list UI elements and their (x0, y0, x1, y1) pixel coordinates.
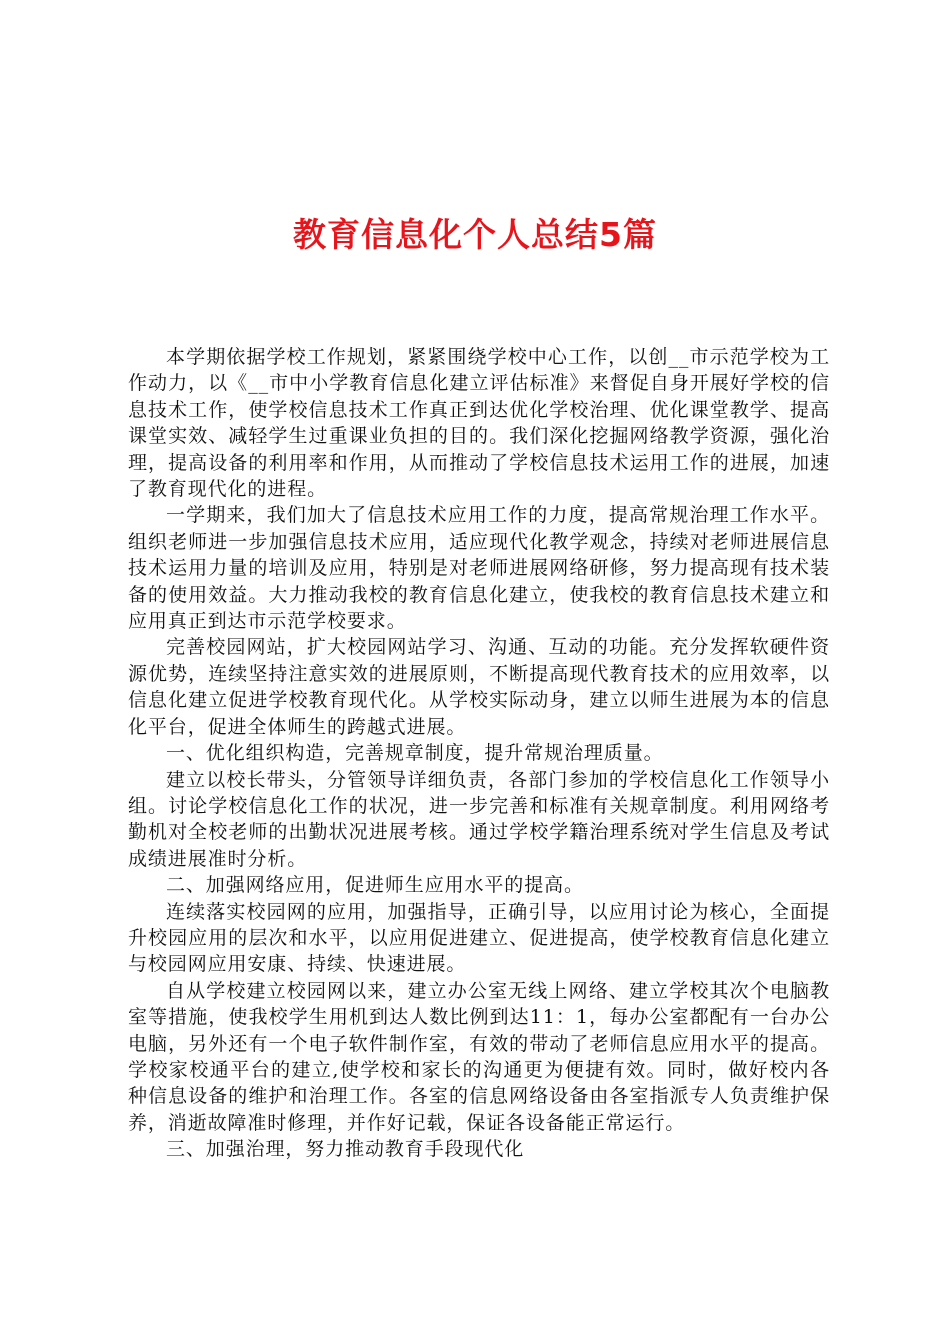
paragraph-network-use: 连续落实校园网的应用，加强指导，正确引导，以应用讨论为核心，全面提升校园应用的层次和水平，以应用促进建立、促进提高，使学校教育信息化建立与校园网应用安康、持续、快速进展。 (128, 900, 830, 976)
section-heading-3: 三、加强治理，努力推动教育手段现代化 (166, 1138, 525, 1161)
paragraph-leadership: 建立以校长带头，分管领导详细负责，各部门参加的学校信息化工作领导小组。讨论学校信息化工作的状况，进一步完善和标准有关规章制度。利用网络考勤机对全校老师的出勤状况进展考核。通过学校学籍治理系统对学生信息及考试成绩进展准时分析。 (128, 768, 830, 870)
paragraph-website: 完善校园网站，扩大校园网站学习、沟通、互动的功能。充分发挥软硬件资源优势，连续坚持注意实效的进展原则，不断提高现代教育技术的应用效率，以信息化建立促进学校教育现代化。从学校实际动身，建立以师生进展为本的信息化平台，促进全体师生的跨越式进展。 (128, 636, 830, 738)
document-title: 教育信息化个人总结5篇 (293, 215, 657, 254)
paragraph-semester: 一学期来，我们加大了信息技术应用工作的力度，提高常规治理工作水平。组织老师进一步加强信息技术应用，适应现代化教学观念，持续对老师进展信息技术运用力量的培训及应用，特别是对老师进展网络研修，努力提高现有技术装备的使用效益。大力推动我校的教育信息化建立，使我校的教育信息技术建立和应用真正到达市示范学校要求。 (128, 504, 830, 633)
paragraph-campus-network: 自从学校建立校园网以来，建立办公室无线上网络、建立学校其次个电脑教室等措施，使我校学生用机到达人数比例到达11：1，每办公室都配有一台办公电脑，另外还有一个电子软件制作室，有效的带动了老师信息应用水平的提高。学校家校通平台的建立,使学校和家长的沟通更为便捷有效。同时，做好校内各种信息设备的维护和治理工作。各室的信息网络设备由各室指派专人负责维护保养，消逝故障准时修理，并作好记载，保证各设备能正常运行。 (128, 979, 830, 1134)
section-heading-2: 二、加强网络应用，促进师生应用水平的提高。 (166, 874, 584, 897)
document-body (128, 344, 830, 1163)
section-heading-1: 一、优化组织构造，完善规章制度，提升常规治理质量。 (166, 742, 664, 765)
paragraph-intro: 本学期依据学校工作规划，紧紧围绕学校中心工作，以创__市示范学校为工作动力，以《__市中小学教育信息化建立评估标准》来督促自身开展好学校的信息技术工作，使学校信息技术工作真正到达优化学校治理、优化课堂教学、提高课堂实效、减轻学生过重课业负担的目的。我们深化挖掘网络教学资源，强化治理，提高设备的利用率和作用，从而推动了学校信息技术运用工作的进展，加速了教育现代化的进程。 (128, 346, 830, 501)
